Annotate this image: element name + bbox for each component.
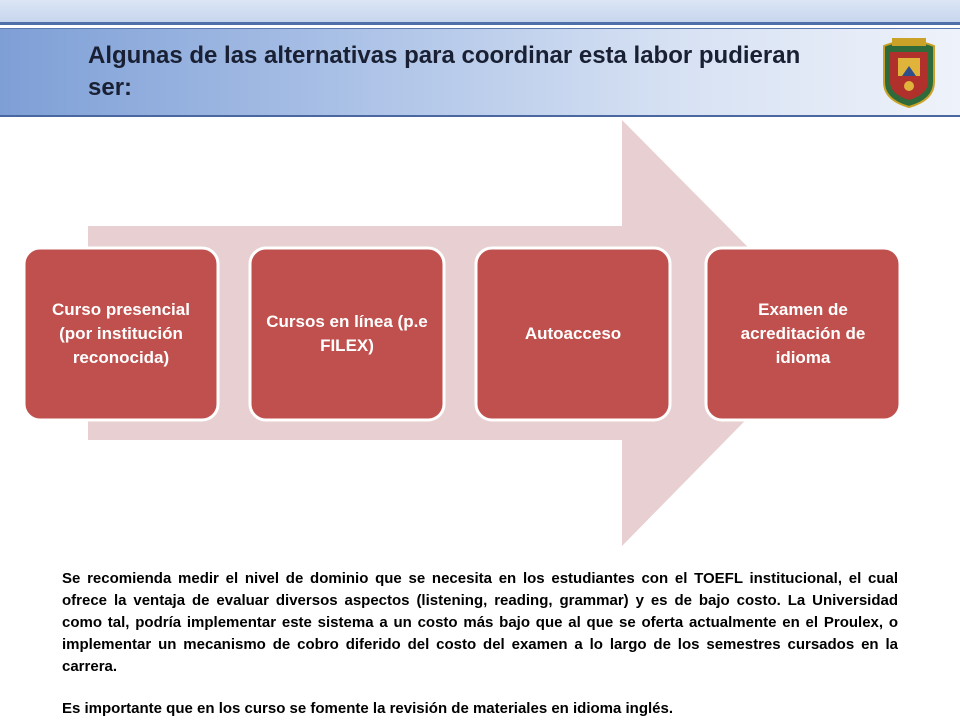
recommendation-paragraph: Se recomienda medir el nivel de dominio que se necesita en los estudiantes con el TOEFL institucional, el cual ofrece la ventaja de evaluar diversos aspectos (listening, reading, grammar) y es de bajo costo. La Universidad como tal, podría implementar este sistema a un costo más bajo que al que se oferta actualmente en el Proulex, o implementar un mecanismo de cobro diferido del costo del examen a lo largo de los semestres cursados en la carrera. xyxy=(62,570,898,675)
step-label-4: Examen de acreditación de idioma xyxy=(740,300,866,367)
step-label-2: Cursos en línea (p.e FILEX) xyxy=(266,312,428,355)
process-diagram xyxy=(0,118,960,550)
top-strip xyxy=(0,0,960,25)
note-paragraph: Es importante que en los curso se fomente la revisión de materiales en idioma inglés. xyxy=(62,700,674,717)
step-label-1: Curso presencial (por institución reconocida) xyxy=(52,300,190,367)
step-label-3: Autoacceso xyxy=(524,324,622,343)
slide-title: Algunas de las alternativas para coordinar esta labor pudieran ser: xyxy=(88,42,801,101)
university-crest-icon xyxy=(878,36,940,108)
